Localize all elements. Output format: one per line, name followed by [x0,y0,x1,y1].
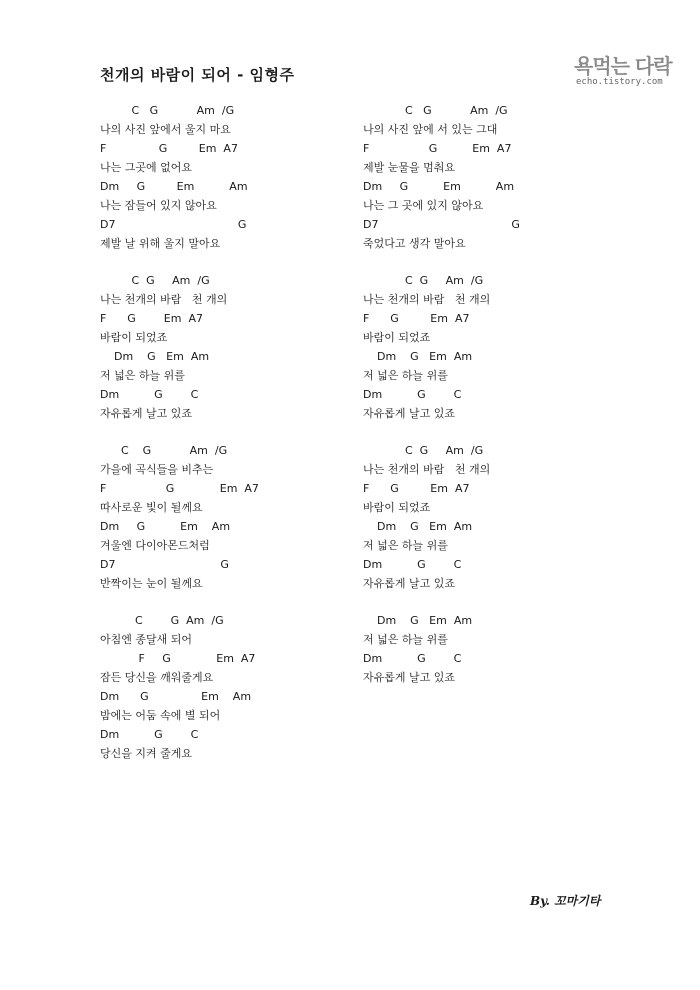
logo-url-text: echo.tistory.com [576,77,663,87]
chord-line: C G Am /G [363,274,484,287]
chord-line: Dm G Em Am [363,520,473,533]
lyric-line: 나는 그 곳에 있지 않아요 [363,199,484,212]
lyric-line: 밤에는 어둠 속에 별 되어 [100,709,221,722]
chord-line: F G Em A7 [363,482,470,495]
stanza-gap [363,423,623,441]
lyric-line: 자유롭게 날고 있죠 [100,407,193,420]
left-column [100,101,360,763]
lyric-line: 나는 천개의 바람 천 개의 [363,463,491,476]
lyric-line: 저 넓은 하늘 위를 [363,633,448,646]
chord-line: F G Em A7 [363,312,470,325]
chord-line: Dm G Em Am [100,180,248,193]
lyric-line: 겨울엔 다이아몬드처럼 [100,539,210,552]
chord-line: C G Am /G [363,444,484,457]
stanza [363,101,623,253]
stanza-gap [100,253,360,271]
lyric-line: 나는 잠들어 있지 않아요 [100,199,217,212]
lyric-line: 저 넓은 하늘 위를 [363,539,448,552]
lyric-line: 나는 천개의 바람 천 개의 [100,293,228,306]
chord-line: D7 G [363,218,520,231]
lyric-line: 바람이 되었죠 [363,501,431,514]
lyric-line: 제발 날 위해 울지 말아요 [100,237,221,250]
chord-line: Dm G Em Am [100,520,231,533]
chord-line: C G Am /G [100,104,235,117]
chord-line: Dm G Em Am [363,350,473,363]
stanza-gap [100,593,360,611]
stanza [100,441,360,593]
lyric-line: 따사로운 빛이 될께요 [100,501,203,514]
chord-line: F G Em A7 [100,312,203,325]
stanza-gap [363,593,623,611]
lyric-line: 나는 그곳에 없어요 [100,161,193,174]
lyric-line: 나의 사진 앞에 서 있는 그대 [363,123,498,136]
lyric-line: 자유롭게 날고 있죠 [363,671,456,684]
chord-line: Dm G C [100,728,199,741]
chord-line: Dm G Em Am [100,690,252,703]
chord-line: Dm G C [363,388,462,401]
chord-line: C G Am /G [100,444,228,457]
chord-line: Dm G C [363,652,462,665]
lyric-line: 나는 천개의 바람 천 개의 [363,293,491,306]
chord-line: F G Em A7 [100,652,256,665]
stanza-gap [100,423,360,441]
chord-line: C G Am /G [100,614,224,627]
chord-line: F G Em A7 [100,482,259,495]
author-signature: By. 꼬마기타 [530,894,601,908]
lyric-line: 바람이 되었죠 [100,331,168,344]
stanza [100,101,360,253]
stanza [363,271,623,423]
lyric-line: 저 넓은 하늘 위를 [363,369,448,382]
logo-main-text: 욕먹는 다락 [574,54,672,78]
lyric-line: 당신을 지켜 줄게요 [100,747,193,760]
chord-line: Dm G Em Am [363,614,473,627]
lyric-line: 자유롭게 날고 있죠 [363,577,456,590]
chord-line: F G Em A7 [363,142,512,155]
lyric-line: 잠든 당신을 깨워줄게요 [100,671,214,684]
lyric-line: 죽었다고 생각 말아요 [363,237,466,250]
stanza [363,611,623,687]
chord-line: F G Em A7 [100,142,238,155]
lyric-line: 자유롭게 날고 있죠 [363,407,456,420]
lyric-line: 제발 눈물을 멈춰요 [363,161,456,174]
chord-line: Dm G Em Am [100,350,210,363]
stanza [100,611,360,763]
right-column [363,101,623,687]
stanza [363,441,623,593]
stanza [100,271,360,423]
chord-line: Dm G C [100,388,199,401]
lyric-line: 가을에 곡식들을 비추는 [100,463,214,476]
chord-line: D7 G [100,558,229,571]
lyric-line: 아침엔 종달새 되어 [100,633,193,646]
site-logo [574,50,684,96]
chord-line: Dm G Em Am [363,180,515,193]
lyric-line: 바람이 되었죠 [363,331,431,344]
chord-line: Dm G C [363,558,462,571]
lyric-line: 나의 사진 앞에서 울지 마요 [100,123,231,136]
stanza-gap [363,253,623,271]
chord-line: C G Am /G [100,274,210,287]
chord-line: C G Am /G [363,104,508,117]
page-title: 천개의 바람이 되어 - 임형주 [100,66,295,84]
chord-line: D7 G [100,218,247,231]
lyric-line: 반짝이는 눈이 될께요 [100,577,203,590]
lyric-line: 저 넓은 하늘 위를 [100,369,185,382]
